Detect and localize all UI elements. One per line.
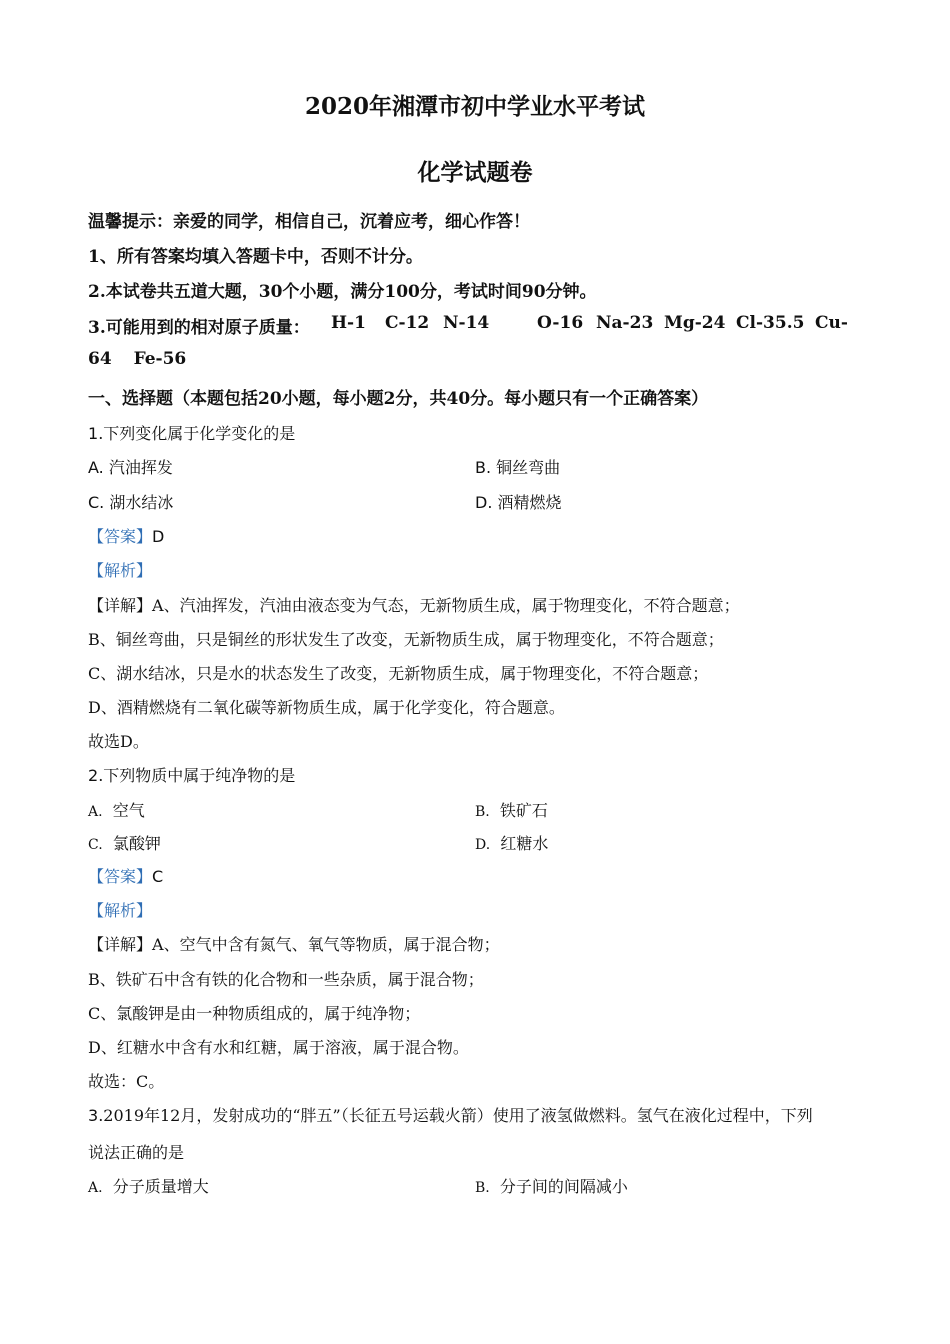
- q2-stem: 2.下列物质中属于纯净物的是: [88, 766, 296, 785]
- q2-detail-4: D、红糖水中含有水和红糖，属于溶液，属于混合物。: [88, 1038, 469, 1057]
- q1-options-row-2: [88, 490, 868, 514]
- q1-option-d[interactable]: D. 酒精燃烧: [475, 493, 562, 512]
- q1-stem-text: 下列变化属于化学变化的是: [103, 424, 296, 443]
- q3-option-b[interactable]: B. 分子间的间隔减小: [475, 1177, 628, 1196]
- q1-answer-value: D: [152, 527, 165, 546]
- q1-option-b[interactable]: B. 铜丝弯曲: [475, 458, 561, 477]
- mass-cu-cont: 64: [88, 349, 112, 369]
- section-heading: 一、选择题（本题包括20小题，每小题2分，共40分。每小题只有一个正确答案）: [88, 389, 709, 409]
- q2-options-row-1: [88, 798, 868, 822]
- q3-options-row-1: [88, 1174, 868, 1198]
- q2-conclusion: 故选：C。: [88, 1072, 165, 1091]
- q2-detail-label: 【详解】: [88, 935, 153, 954]
- q3-stem: 3.2019年12月，发射成功的“胖五”（长征五号运载火箭）使用了液氢做燃料。氢气在液化过程中，下列: [88, 1106, 813, 1125]
- q2-stem-text: 下列物质中属于纯净物的是: [103, 766, 296, 785]
- page-subtitle: 化学试题卷: [417, 159, 533, 186]
- q2-option-b[interactable]: B. 铁矿石: [475, 801, 548, 820]
- q1-detail-1: 【详解】A、汽油挥发，汽油由液态变为气态，无新物质生成，属于物理变化，不符合题意；: [88, 596, 740, 615]
- q1-option-c[interactable]: C. 湖水结冰: [88, 493, 174, 512]
- mass-cu: Cu-: [815, 313, 848, 333]
- note-3: [88, 313, 862, 338]
- q2-options-row-2: [88, 831, 868, 855]
- q1-option-a[interactable]: A. 汽油挥发: [88, 458, 173, 477]
- q1-answer-label: 【答案】: [88, 527, 153, 546]
- mass-h: H-1: [331, 313, 366, 333]
- q2-detail-2: B、铁矿石中含有铁的化合物和一些杂质，属于混合物；: [88, 970, 484, 989]
- q1-stem: 1.下列变化属于化学变化的是: [88, 424, 296, 443]
- q1-conclusion: 故选D。: [88, 732, 149, 751]
- page-title: 2020年湘潭市初中学业水平考试: [304, 93, 645, 120]
- note-3-label: 3.可能用到的相对原子质量：: [88, 318, 310, 338]
- q1-detail-2: B、铜丝弯曲，只是铜丝的形状发生了改变，无新物质生成，属于物理变化，不符合题意；: [88, 630, 724, 649]
- mass-fe: Fe-56: [133, 349, 187, 369]
- q2-detail-3: C、氯酸钾是由一种物质组成的，属于纯净物；: [88, 1004, 421, 1023]
- mass-mg: Mg-24: [664, 313, 726, 333]
- q2-number: 2: [88, 766, 99, 785]
- q2-answer: [88, 864, 862, 887]
- note-3-cont: [88, 349, 862, 369]
- q3-option-a[interactable]: A. 分子质量增大: [88, 1177, 209, 1196]
- q3-stem-line2: 说法正确的是: [88, 1143, 185, 1162]
- q2-analysis-label: 【解析】: [88, 901, 153, 920]
- q2-option-d[interactable]: D. 红糖水: [475, 834, 549, 853]
- mass-cl: Cl-35.5: [736, 313, 805, 333]
- q1-number: 1: [88, 424, 99, 443]
- q2-answer-label: 【答案】: [88, 867, 153, 886]
- q2-answer-value: C: [152, 867, 164, 886]
- mass-o: O-16: [537, 313, 584, 333]
- q2-option-a[interactable]: A. 空气: [88, 801, 145, 820]
- note-1: 1、所有答案均填入答题卡中，否则不计分。: [88, 247, 423, 267]
- q2-option-c[interactable]: C. 氯酸钾: [88, 834, 161, 853]
- q1-analysis-label: 【解析】: [88, 561, 153, 580]
- mass-na: Na-23: [596, 313, 654, 333]
- note-2: 2.本试卷共五道大题，30个小题，满分100分，考试时间90分钟。: [88, 282, 597, 302]
- tip-text: 温馨提示：亲爱的同学，相信自己，沉着应考，细心作答！: [88, 212, 530, 232]
- q1-detail-label: 【详解】: [88, 596, 153, 615]
- q2-detail-1: 【详解】A、空气中含有氮气、氧气等物质，属于混合物；: [88, 935, 500, 954]
- q1-detail-3: C、湖水结冰，只是水的状态发生了改变，无新物质生成，属于物理变化，不符合题意；: [88, 664, 709, 683]
- q1-answer: [88, 524, 862, 547]
- q1-detail-4: D、酒精燃烧有二氧化碳等新物质生成，属于化学变化，符合题意。: [88, 698, 565, 717]
- q3-stem-line1: 2019年12月，发射成功的“胖五”（长征五号运载火箭）使用了液氢做燃料。氢气在液化过程中，下列: [103, 1106, 813, 1125]
- mass-c: C-12: [385, 313, 430, 333]
- q1-options-row-1: [88, 455, 868, 479]
- mass-n: N-14: [443, 313, 490, 333]
- q3-number: 3: [88, 1106, 99, 1125]
